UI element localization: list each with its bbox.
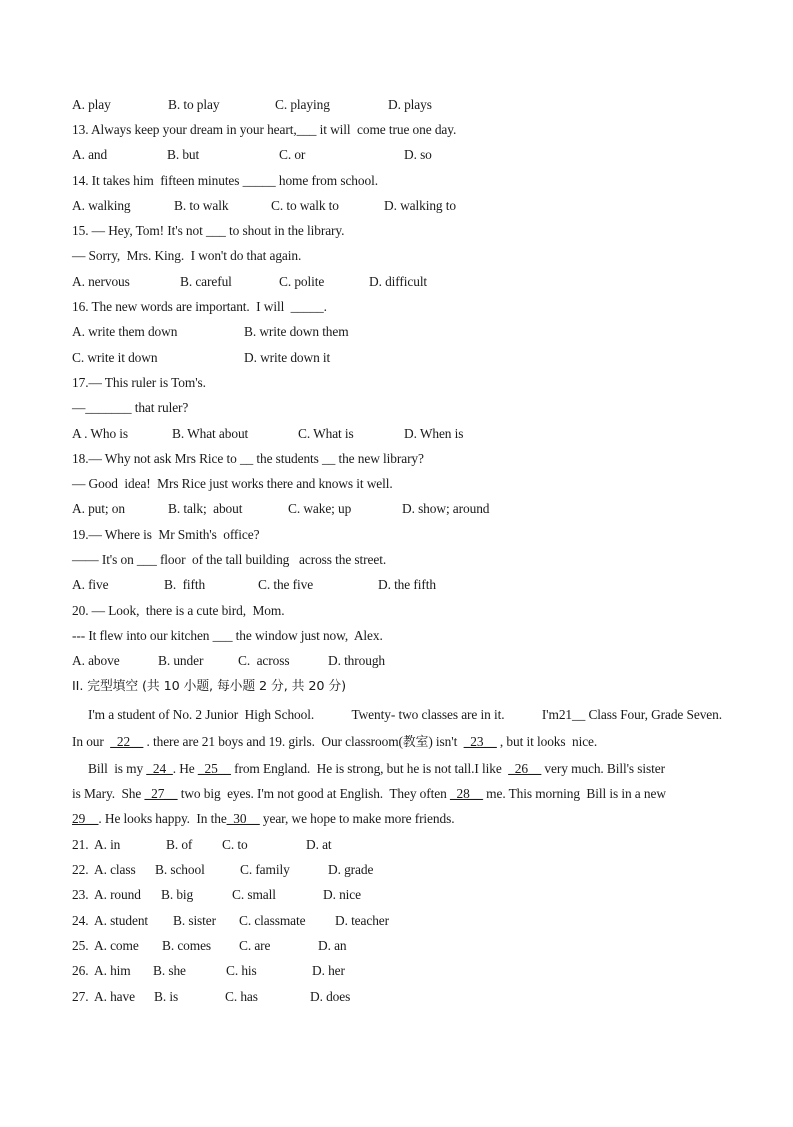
passage-text: Twenty- two classes are in it. bbox=[351, 707, 505, 722]
question-15-stem: 15. — Hey, Tom! It's not ___ to shout in the library. bbox=[72, 223, 345, 238]
option-d: D. plays bbox=[388, 97, 432, 112]
option-d: D. at bbox=[306, 837, 332, 852]
option-a: A. play bbox=[72, 97, 111, 112]
q14-options bbox=[72, 196, 456, 216]
cloze-options-25 bbox=[72, 936, 347, 956]
q16-options-row2 bbox=[72, 348, 331, 368]
option-b: B. she bbox=[153, 963, 186, 978]
passage-text: In our bbox=[72, 734, 111, 749]
q15-options bbox=[72, 272, 428, 292]
option-d: D. When is bbox=[404, 426, 464, 441]
cloze-options-22 bbox=[72, 860, 374, 880]
option-b: B. sister bbox=[173, 913, 216, 928]
passage-p1-line1 bbox=[88, 705, 722, 725]
option-c: C. polite bbox=[279, 274, 325, 289]
question-19-reply: —— It's on ___ floor of the tall building across the street. bbox=[72, 552, 387, 567]
option-c: C. wake; up bbox=[288, 501, 352, 516]
question-18-stem: 18.— Why not ask Mrs Rice to __ the students __ the new library? bbox=[72, 451, 424, 466]
passage-text: year, we hope to make more friends. bbox=[259, 811, 455, 826]
cloze-options-24 bbox=[72, 911, 390, 931]
section-2-heading: II. 完型填空 (共 10 小题, 每小题 2 分, 共 20 分) bbox=[72, 679, 346, 694]
option-a: A. walking bbox=[72, 198, 131, 213]
question-15-reply: — Sorry, Mrs. King. I won't do that again. bbox=[72, 248, 302, 263]
option-c: C. family bbox=[240, 862, 290, 877]
option-d: D. write down it bbox=[244, 350, 331, 365]
blank-23: _23__ bbox=[463, 734, 497, 749]
passage-text: I'm21__ Class Four, Grade Seven. bbox=[541, 707, 722, 722]
question-17-stem: 17.— This ruler is Tom's. bbox=[72, 375, 206, 390]
passage-text: Bill is my bbox=[88, 761, 147, 776]
option-b: B. to walk bbox=[174, 198, 229, 213]
option-a: A. him bbox=[94, 963, 131, 978]
passage-text: . He bbox=[172, 761, 198, 776]
q17-options bbox=[72, 424, 464, 444]
option-a: A. put; on bbox=[72, 501, 125, 516]
q16-options-row1 bbox=[72, 322, 349, 342]
blank-25: _25__ bbox=[197, 761, 231, 776]
question-16-stem: 16. The new words are important. I will _____. bbox=[72, 299, 327, 314]
blank-24: _24_ bbox=[146, 761, 173, 776]
option-b: B. to play bbox=[168, 97, 220, 112]
cloze-number: 23. bbox=[72, 887, 89, 902]
question-20-reply: --- It flew into our kitchen ___ the window just now, Alex. bbox=[72, 628, 383, 643]
option-c: C. or bbox=[279, 147, 306, 162]
passage-text: two big eyes. I'm not good at English. They often bbox=[177, 786, 450, 801]
question-18-reply: — Good idea! Mrs Rice just works there and knows it well. bbox=[72, 476, 393, 491]
option-b: B. careful bbox=[180, 274, 232, 289]
option-a: A. nervous bbox=[72, 274, 130, 289]
option-d: D. grade bbox=[328, 862, 374, 877]
passage-text: is Mary. She bbox=[72, 786, 145, 801]
passage-text: ) isn't bbox=[428, 734, 464, 749]
option-a: A. in bbox=[94, 837, 121, 852]
option-d: D. does bbox=[310, 989, 351, 1004]
option-b: B. comes bbox=[162, 938, 212, 953]
option-d: D. difficult bbox=[369, 274, 428, 289]
option-d: D. walking to bbox=[384, 198, 456, 213]
option-a: A. write them down bbox=[72, 324, 178, 339]
cloze-options-21 bbox=[72, 835, 332, 855]
cloze-options-23 bbox=[72, 885, 361, 905]
q18-options bbox=[72, 499, 490, 519]
option-d: D. show; around bbox=[402, 501, 490, 516]
cloze-number: 26. bbox=[72, 963, 89, 978]
option-a: A. come bbox=[94, 938, 139, 953]
cloze-number: 21. bbox=[72, 837, 89, 852]
cloze-number: 22. bbox=[72, 862, 89, 877]
option-c: C. playing bbox=[275, 97, 330, 112]
blank-30: _30__ bbox=[226, 811, 260, 826]
blank-27: _27__ bbox=[144, 786, 178, 801]
passage-text: . there are 21 boys and 19. girls. Our classroom( bbox=[143, 734, 403, 749]
cloze-number: 24. bbox=[72, 913, 89, 928]
option-a: A. class bbox=[94, 862, 136, 877]
blank-28: _28__ bbox=[449, 786, 483, 801]
question-19-stem: 19.— Where is Mr Smith's office? bbox=[72, 527, 260, 542]
passage-text: I'm a student of No. 2 Junior High School. bbox=[88, 707, 315, 722]
option-a: A. five bbox=[72, 577, 109, 592]
blank-22: _22__ bbox=[110, 734, 144, 749]
passage-p2-line3 bbox=[72, 809, 454, 829]
cloze-number: 25. bbox=[72, 938, 89, 953]
option-c: C. to bbox=[222, 837, 248, 852]
option-a: A. above bbox=[72, 653, 120, 668]
option-a: A. student bbox=[94, 913, 149, 928]
option-b: B. What about bbox=[172, 426, 249, 441]
option-b: B. is bbox=[154, 989, 179, 1004]
option-c: C. his bbox=[226, 963, 257, 978]
option-c: C. small bbox=[232, 887, 276, 902]
option-a: A. have bbox=[94, 989, 135, 1004]
option-b: B. talk; about bbox=[168, 501, 243, 516]
blank-26: _26__ bbox=[508, 761, 542, 776]
option-a: A . Who is bbox=[72, 426, 129, 441]
passage-text: me. This morning Bill is in a new bbox=[482, 786, 666, 801]
option-c: C. has bbox=[225, 989, 258, 1004]
option-b: B. fifth bbox=[164, 577, 206, 592]
passage-text: , but it looks nice. bbox=[496, 734, 598, 749]
option-b: B. big bbox=[161, 887, 194, 902]
passage-p1-line2 bbox=[72, 732, 597, 752]
option-b: B. write down them bbox=[244, 324, 349, 339]
option-a: A. and bbox=[72, 147, 108, 162]
cloze-options-26 bbox=[72, 961, 345, 981]
passage-cjk-word: 教室 bbox=[402, 735, 429, 750]
option-a: A. round bbox=[94, 887, 141, 902]
question-17-reply: —_______ that ruler? bbox=[72, 400, 189, 415]
option-c: C. What is bbox=[298, 426, 354, 441]
q19-options bbox=[72, 575, 436, 595]
passage-text: from England. He is strong, but he is not tall.I like bbox=[230, 761, 509, 776]
passage-text: . He looks happy. In the bbox=[98, 811, 227, 826]
passage-p2-line2 bbox=[72, 784, 666, 804]
blank-29: 29__ bbox=[72, 811, 99, 826]
option-d: D. the fifth bbox=[378, 577, 436, 592]
option-b: B. but bbox=[167, 147, 200, 162]
option-d: D. teacher bbox=[335, 913, 390, 928]
cloze-number: 27. bbox=[72, 989, 89, 1004]
q12-options bbox=[72, 95, 432, 115]
option-c: C. the five bbox=[258, 577, 314, 592]
option-b: B. school bbox=[155, 862, 205, 877]
option-c: C. write it down bbox=[72, 350, 158, 365]
option-b: B. under bbox=[158, 653, 204, 668]
option-c: C. classmate bbox=[239, 913, 306, 928]
option-d: D. so bbox=[404, 147, 432, 162]
option-c: C. are bbox=[239, 938, 271, 953]
question-13-stem: 13. Always keep your dream in your heart,___ it will come true one day. bbox=[72, 122, 457, 137]
cloze-options-27 bbox=[72, 987, 351, 1007]
question-20-stem: 20. — Look, there is a cute bird, Mom. bbox=[72, 603, 285, 618]
option-c: C. across bbox=[238, 653, 290, 668]
option-d: D. her bbox=[312, 963, 345, 978]
option-d: D. an bbox=[318, 938, 347, 953]
question-14-stem: 14. It takes him fifteen minutes _____ home from school. bbox=[72, 173, 378, 188]
q13-options bbox=[72, 145, 432, 165]
passage-p2-line1 bbox=[88, 759, 665, 779]
passage-text: very much. Bill's sister bbox=[541, 761, 665, 776]
option-c: C. to walk to bbox=[271, 198, 339, 213]
option-d: D. nice bbox=[323, 887, 361, 902]
option-b: B. of bbox=[166, 837, 193, 852]
option-d: D. through bbox=[328, 653, 386, 668]
q20-options bbox=[72, 651, 386, 671]
